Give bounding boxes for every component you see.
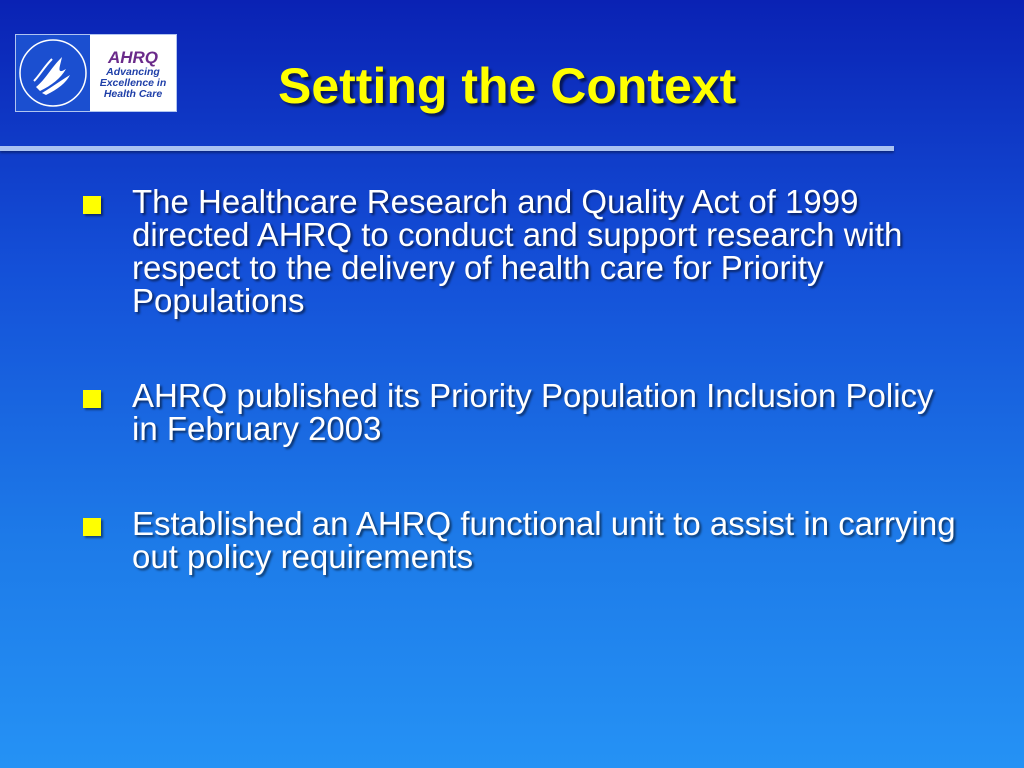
square-bullet-icon	[83, 390, 101, 408]
ahrq-logo	[90, 35, 176, 111]
bullet-item	[80, 185, 960, 317]
bullet-text: The Healthcare Research and Quality Act of 1999 directed AHRQ to conduct and support research with respect to the delivery of health care for Priority Populations	[132, 183, 903, 319]
title-divider	[0, 146, 894, 151]
bullet-text: Established an AHRQ functional unit to assist in carrying out policy requirements	[132, 505, 956, 575]
ahrq-tagline-line-3: Health Care	[103, 87, 163, 100]
bullet-text: AHRQ published its Priority Population Inclusion Policy in February 2003	[132, 377, 934, 447]
bullet-item	[80, 379, 960, 445]
agency-logos	[15, 34, 177, 112]
square-bullet-icon	[83, 196, 101, 214]
bullet-list	[80, 185, 960, 573]
bullet-item	[80, 507, 960, 573]
hhs-seal-icon	[16, 35, 90, 111]
slide-title: Setting the Context	[278, 58, 737, 114]
ahrq-wordmark: AHRQ	[107, 47, 159, 67]
ahrq-tagline-line-1: Advancing	[106, 65, 160, 78]
square-bullet-icon	[83, 518, 101, 536]
ahrq-tagline-line-2: Excellence in	[99, 76, 167, 89]
